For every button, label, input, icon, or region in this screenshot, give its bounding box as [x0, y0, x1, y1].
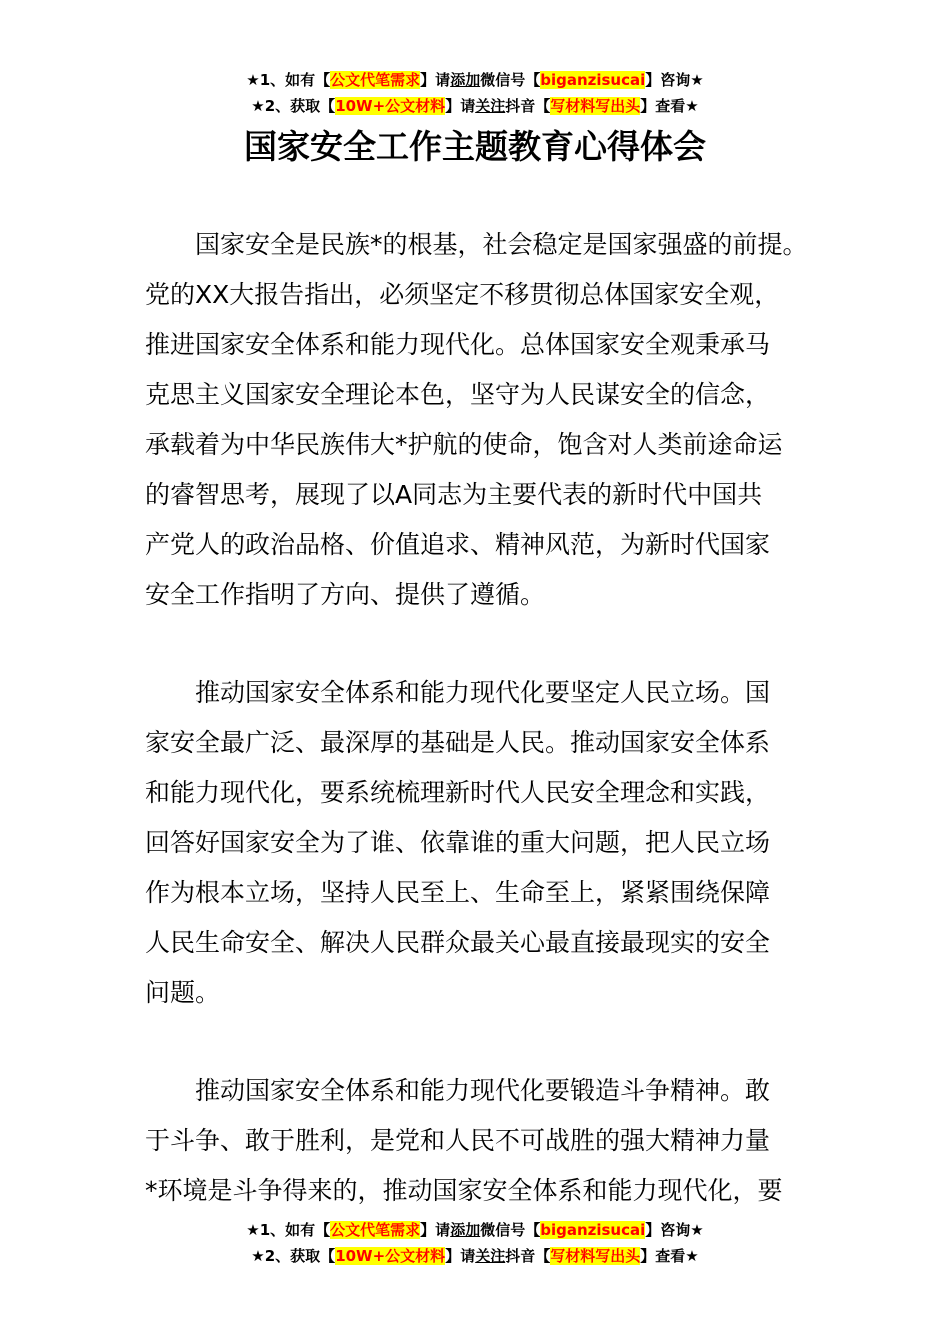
highlight-ghostwriting: 公文代笔需求	[330, 1221, 421, 1239]
highlight-materials: 10W+公文材料	[335, 1247, 446, 1265]
banner-line-1	[0, 67, 950, 93]
banner-text: ★2、获取【	[251, 97, 336, 115]
banner-text: 抖音【	[505, 1247, 551, 1265]
banner-text: 】咨询★	[645, 71, 704, 89]
banner-text: ★1、如有【	[246, 71, 331, 89]
banner-text-underlined: 添加	[450, 1221, 481, 1239]
banner-text: 】请	[420, 1221, 451, 1239]
paragraph-line: 推动国家安全体系和能力现代化要锻造斗争精神。敢	[145, 1076, 771, 1105]
paragraph-line: 和能力现代化，要系统梳理新时代人民安全理念和实践，	[145, 778, 771, 807]
banner-text-underlined: 添加	[450, 71, 481, 89]
paragraph-line: 推动国家安全体系和能力现代化要坚定人民立场。国	[145, 678, 771, 707]
footer-banner	[0, 1217, 950, 1269]
paragraph-line: 党的XX大报告指出，必须坚定不移贯彻总体国家安全观，	[145, 280, 780, 309]
paragraph-line: 问题。	[145, 978, 221, 1007]
banner-text: 】咨询★	[645, 1221, 704, 1239]
banner-text: 】查看★	[640, 1247, 699, 1265]
banner-line-2	[0, 1243, 950, 1269]
banner-text: ★2、获取【	[251, 1247, 336, 1265]
paragraph-2	[145, 668, 810, 1018]
paragraph-line: 家安全最广泛、最深厚的基础是人民。推动国家安全体系	[145, 728, 771, 757]
highlight-wechat-id: biganzisucai	[540, 71, 646, 89]
banner-text-underlined: 关注	[475, 1247, 506, 1265]
paragraph-line: 安全工作指明了方向、提供了遵循。	[145, 580, 546, 609]
page-title: 国家安全工作主题教育心得体会	[244, 127, 706, 166]
banner-text: 】请	[445, 97, 476, 115]
paragraph-line: 的睿智思考，展现了以A同志为主要代表的新时代中国共	[145, 480, 763, 509]
banner-text: ★1、如有【	[246, 1221, 331, 1239]
banner-line-2	[0, 93, 950, 119]
paragraph-1	[145, 220, 810, 620]
highlight-douyin-account: 写材料写出头	[550, 97, 641, 115]
paragraph-line: 承载着为中华民族伟大*护航的使命，饱含对人类前途命运	[145, 430, 783, 459]
paragraph-line: 作为根本立场，坚持人民至上、生命至上，紧紧围绕保障	[145, 878, 771, 907]
paragraph-line: 人民生命安全、解决人民群众最关心最直接最现实的安全	[145, 928, 771, 957]
banner-text: 】请	[420, 71, 451, 89]
paragraph-line: 国家安全是民族*的根基，社会稳定是国家强盛的前提。	[145, 230, 808, 259]
paragraph-line: *环境是斗争得来的，推动国家安全体系和能力现代化，要	[145, 1176, 783, 1205]
banner-line-1	[0, 1217, 950, 1243]
banner-text: 】查看★	[640, 97, 699, 115]
header-banner	[0, 67, 950, 119]
highlight-materials: 10W+公文材料	[335, 97, 446, 115]
paragraph-line: 推进国家安全体系和能力现代化。总体国家安全观秉承马	[145, 330, 771, 359]
paragraph-line: 克思主义国家安全理论本色，坚守为人民谋安全的信念，	[145, 380, 771, 409]
paragraph-3	[145, 1066, 810, 1216]
highlight-ghostwriting: 公文代笔需求	[330, 71, 421, 89]
paragraph-line: 产党人的政治品格、价值追求、精神风范，为新时代国家	[145, 530, 771, 559]
banner-text: 微信号【	[480, 71, 541, 89]
paragraph-line: 于斗争、敢于胜利，是党和人民不可战胜的强大精神力量	[145, 1126, 771, 1155]
banner-text: 】请	[445, 1247, 476, 1265]
banner-text: 抖音【	[505, 97, 551, 115]
banner-text-underlined: 关注	[475, 97, 506, 115]
highlight-douyin-account: 写材料写出头	[550, 1247, 641, 1265]
paragraph-line: 回答好国家安全为了谁、依靠谁的重大问题，把人民立场	[145, 828, 771, 857]
highlight-wechat-id: biganzisucai	[540, 1221, 646, 1239]
banner-text: 微信号【	[480, 1221, 541, 1239]
